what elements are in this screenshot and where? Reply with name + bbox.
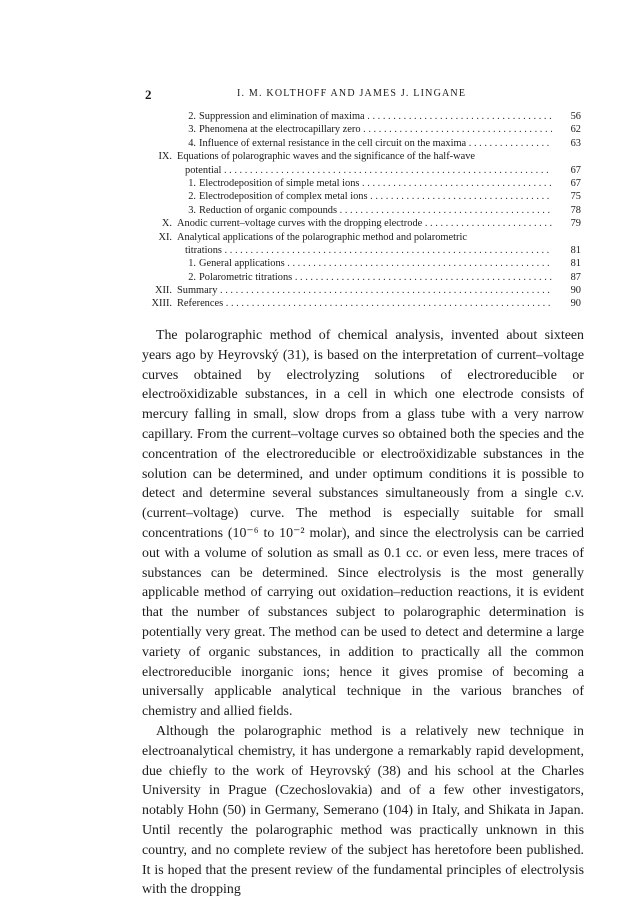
toc-page: 87: [570, 271, 581, 283]
toc-label: Electrodeposition of simple metal ions . . .: [199, 177, 552, 190]
toc-entry: [0, 244, 643, 257]
toc-number: 3.: [188, 124, 196, 136]
toc-entry: [0, 137, 643, 150]
toc-label: References . . .: [177, 297, 552, 310]
toc-number: 1.: [188, 177, 196, 189]
toc-label: Phenomena at the electrocapillary zero . . .: [199, 123, 552, 136]
toc-entry: [0, 231, 643, 244]
page-number: 2: [145, 87, 152, 102]
toc-entry: [0, 257, 643, 270]
toc-page: 81: [570, 244, 581, 256]
toc-page: 67: [570, 164, 581, 176]
toc-entry: [0, 190, 643, 203]
toc-number: X.: [161, 218, 172, 230]
toc-page: 90: [570, 298, 581, 310]
toc-entry: [0, 271, 643, 284]
toc-number: 4.: [188, 137, 196, 149]
toc-entry: [0, 297, 643, 310]
toc-label: Polarometric titrations . . .: [199, 271, 552, 284]
toc-number: 2.: [188, 271, 196, 283]
toc-label: titrations . . .: [185, 244, 552, 257]
toc-number: 2.: [188, 191, 196, 203]
toc-number: XI.: [158, 231, 172, 243]
toc-label: Influence of external resistance in the cell circuit on the maxima . . .: [199, 137, 552, 150]
toc-entry: [0, 110, 643, 123]
toc-number: 3.: [188, 204, 196, 216]
toc-entry: [0, 123, 643, 136]
toc-page: 79: [570, 218, 581, 230]
toc-number: XII.: [154, 285, 172, 297]
toc-entry: [0, 150, 643, 163]
toc-page: 56: [570, 111, 581, 122]
paragraph: The polarographic method of chemical analysis, invented about sixteen years ago by Heyrovský (31), is based on the interpretation of current–voltage curves obtained by electrolyzing solutions of electroreducible or electroöxidizable substances, in a cell in which one electrode consists of mercury falling in small, slow drops from a glass tube with a very narrow capillary. From the current–voltage curves so obtained both the species and the concentration of the electroreducible or electroöxidizable substances in the solution can be determined, and under optimum conditions it is possible to detect and determine several substances simultaneously from a single c.v. (current–voltage) curve. The method is especially suitable for small concentrations (10⁻⁶ to 10⁻² molar), and since the electrolysis can be carried out with a volume of solution as small as 0.1 cc. or even less, mere traces of substances can be determined. Since electrolysis is the most generally applicable method of carrying out oxidation–reduction reactions, it is evident that the number of substances subject to polarographic determination is potentially very great. The method can be used to detect and determine a large variety of organic substances, in addition to practically all the common electroreducible inorganic ions; hence it gives promise of becoming a universally applicable analytical technique in the various branches of chemistry and allied fields.: [142, 328, 584, 720]
toc-label: Equations of polarographic waves and the significance of the half-wave: [177, 151, 476, 163]
toc-label: Anodic current–voltage curves with the dropping electrode . . .: [177, 217, 552, 230]
running-title: I. M. KOLTHOFF AND JAMES J. LINGANE: [237, 88, 467, 99]
toc-entry: [0, 204, 643, 217]
toc-page: 81: [570, 258, 581, 270]
toc-number: XIII.: [151, 298, 172, 310]
toc-label: General applications . . .: [199, 257, 552, 270]
running-header: [145, 87, 565, 103]
toc-label: Electrodeposition of complex metal ions . . .: [199, 190, 552, 203]
toc-label: Reduction of organic compounds . . .: [199, 204, 552, 217]
toc-entry: [0, 177, 643, 190]
toc-page: 67: [570, 177, 581, 189]
toc-number: 2.: [188, 111, 196, 122]
toc-page: 78: [570, 204, 581, 216]
toc-page: 63: [570, 137, 581, 149]
body-text: [142, 326, 584, 900]
toc-entry: [0, 217, 643, 230]
toc-entry: [0, 164, 643, 177]
toc-entry: [0, 284, 643, 297]
toc-number: IX.: [158, 151, 172, 163]
toc-label: Summary . . .: [177, 284, 552, 297]
toc-page: 75: [570, 191, 581, 203]
toc-label: potential . . .: [185, 164, 552, 177]
paragraph: Although the polarographic method is a relatively new technique in electroanalytical chemistry, it has undergone a remarkably rapid development, due chiefly to the work of Heyrovský (38) and his school at the Charles University in Prague (Czechoslovakia) and of a few other investigators, notably Hohn (50) in Germany, Semerano (104) in Italy, and Shikata in Japan. Until recently the polarographic method was practically unknown in this country, and no complete review of the subject has heretofore been published. It is hoped that the present review of the fundamental principles of electrolysis with the dropping: [142, 723, 584, 898]
table-of-contents: [0, 110, 643, 311]
toc-label: Analytical applications of the polarographic method and polarometric: [177, 231, 467, 243]
toc-page: 90: [570, 285, 581, 297]
toc-label: Suppression and elimination of maxima . . .: [199, 110, 552, 123]
toc-page: 62: [570, 124, 581, 136]
toc-number: 1.: [188, 258, 196, 270]
